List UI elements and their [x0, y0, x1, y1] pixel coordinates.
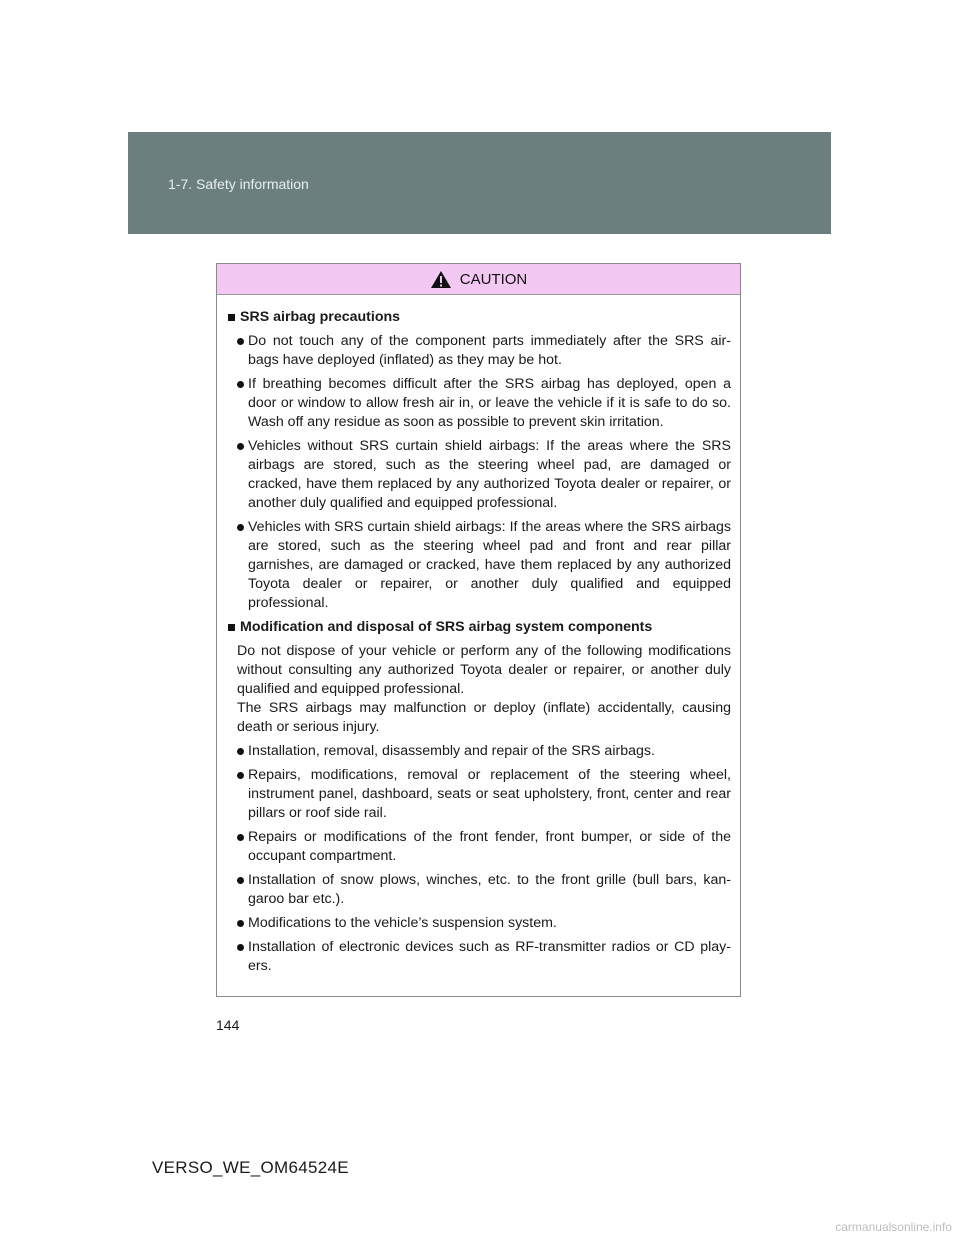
document-code: VERSO_WE_OM64524E — [152, 1158, 349, 1177]
list-item: Repairs, modifications, removal or replacement of the steering wheel, instrument panel, dashboard, seats or seat upholstery, front, center and rear pillars or roof side rail. — [237, 766, 731, 823]
page-number: 144 — [216, 1017, 240, 1033]
list-item: Installation, removal, disassembly and repair of the SRS airbags. — [237, 742, 731, 761]
bullet-dot-icon — [237, 877, 244, 884]
list-item: Do not touch any of the component parts immediately after the SRS air- bags have deployed (inflated) as they may be hot. — [237, 332, 731, 370]
list-item: Repairs or modifications of the front fender, front bumper, or side of the occupant compartment. — [237, 828, 731, 866]
section-title: 1-7. Safety information — [168, 176, 309, 192]
bullet-dot-icon — [237, 381, 244, 388]
watermark: carmanualsonline.info — [835, 1220, 952, 1234]
caution-title: CAUTION — [459, 270, 528, 288]
bullet-dot-icon — [237, 920, 244, 927]
square-bullet-icon — [228, 624, 235, 631]
bullet-dot-icon — [237, 772, 244, 779]
list-item: Vehicles without SRS curtain shield airbags: If the areas where the SRS airbags are stored, such as the steering wheel pad, are damaged or cracked, have them replaced by any authorized Toyota dealer or repairer, or another duly qualified and equipped professional. — [237, 437, 731, 513]
warning-triangle-icon — [430, 270, 452, 289]
list-item: Modifications to the vehicle’s suspension system. — [237, 914, 731, 933]
bullet-dot-icon — [237, 748, 244, 755]
list-item: If breathing becomes difficult after the SRS airbag has deployed, open a door or window to allow fresh air in, or leave the vehicle if it is safe to do so. Wash off any residue as soon as possible to prevent skin irritation. — [237, 375, 731, 432]
bullet-dot-icon — [237, 834, 244, 841]
caution-header — [217, 264, 740, 295]
square-bullet-icon — [228, 314, 235, 321]
list-item: Vehicles with SRS curtain shield airbags: If the areas where the SRS airbags are stored, such as the steering wheel pad and front and rear pillar garnishes, are damaged or cracked, have them replaced by any authorized Toyota dealer or repairer, or another duly qualified and equipped professional. — [237, 518, 731, 613]
bullet-dot-icon — [237, 443, 244, 450]
bullet-dot-icon — [237, 524, 244, 531]
paragraph: Do not dispose of your vehicle or perform any of the following modifications without consulting any authorized Toyota dealer or repairer, or another duly qualified and equipped professional. — [237, 643, 731, 697]
section-heading: SRS airbag precautions — [228, 308, 731, 327]
section-header-bar — [128, 132, 831, 234]
caution-content — [217, 295, 740, 976]
bullet-dot-icon — [237, 944, 244, 951]
paragraph: The SRS airbags may malfunction or deploy (inflate) accidentally, causing death or serious injury. — [237, 700, 731, 735]
section-heading: Modification and disposal of SRS airbag system components — [228, 618, 731, 637]
caution-box — [216, 263, 741, 997]
bullet-dot-icon — [237, 338, 244, 345]
list-item: Installation of snow plows, winches, etc. to the front grille (bull bars, kan- garoo bar etc.). — [237, 871, 731, 909]
list-item: Installation of electronic devices such as RF-transmitter radios or CD play- ers. — [237, 938, 731, 976]
